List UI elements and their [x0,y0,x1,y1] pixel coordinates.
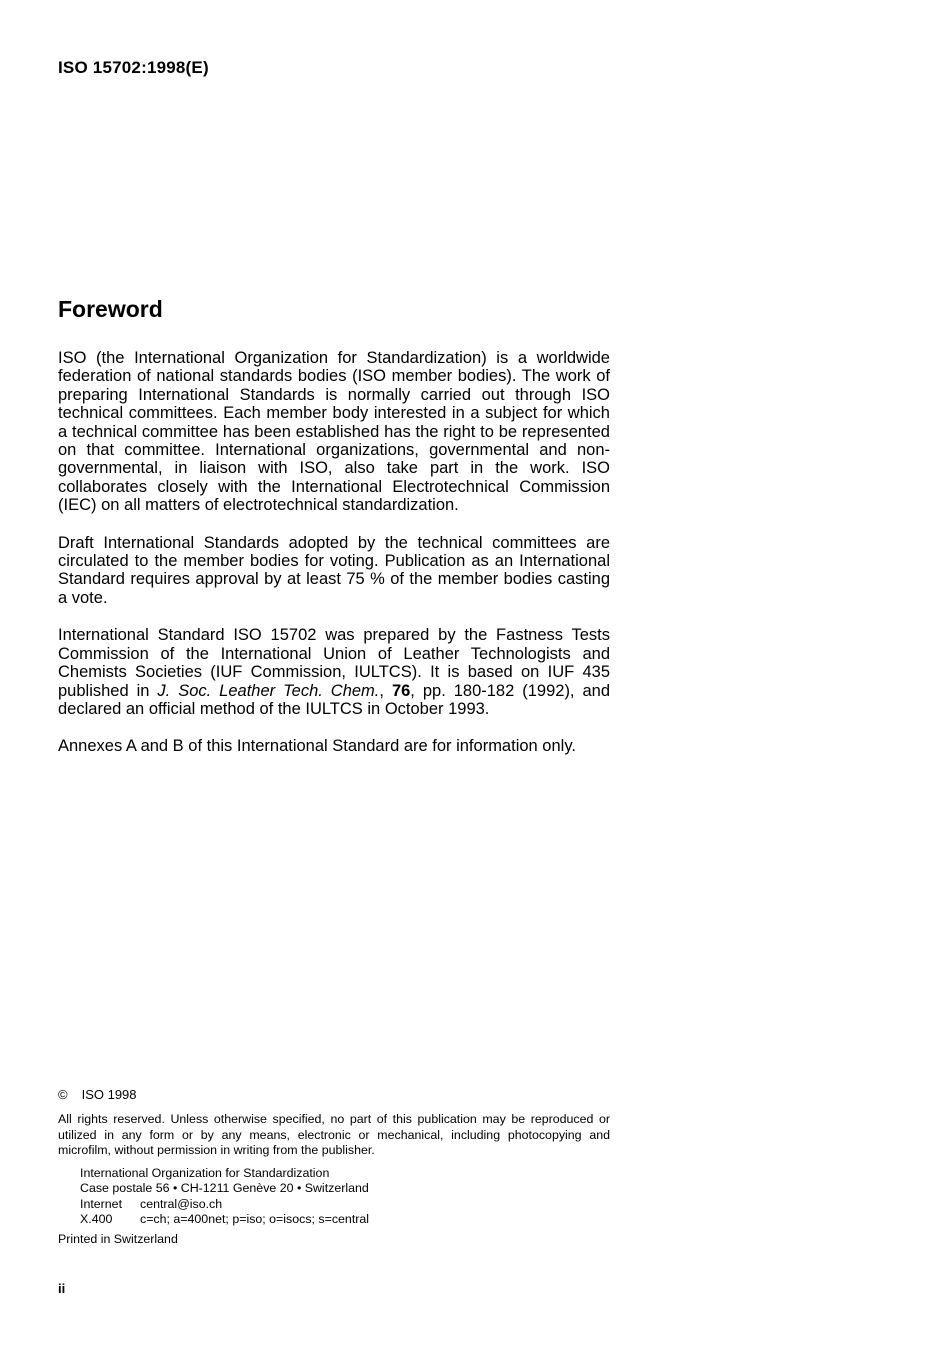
copyright-year: ISO 1998 [81,1087,137,1102]
x400-address-value: c=ch; a=400net; p=iso; o=isocs; s=central [140,1212,370,1226]
foreword-paragraph-2: Draft International Standards adopted by the technical committees are circulated to the member bodies for voting. Publication as an International Standard requires approval by at least 75 % of the member bodies casting a vote. [58,533,610,607]
paragraph-3-text-start: International Standard ISO 15702 was prepared by the Fastness Tests Commission of the International Union of Leather Technologists and Chemists Societies (IUF Commission, IULTCS). It is based on IUF 435 published in [58,626,610,700]
copyright-line [58,1087,610,1102]
x400-label: X.400 [80,1212,113,1226]
printed-in-line: Printed in Switzerland [58,1232,178,1247]
internet-email-value: central@iso.ch [140,1196,223,1211]
paragraph-3-text-end: , pp. 180-182 (1992), and declared an official method of the IULTCS in October 1993. [58,681,611,718]
publisher-name: International Organization for Standardization [80,1165,330,1180]
journal-volume: 76 [391,681,411,700]
publisher-x400-row [80,1212,610,1227]
foreword-paragraph-3 [58,626,610,718]
foreword-paragraph-1: ISO (the International Organization for Standardization) is a worldwide federation of national standards bodies (ISO member bodies). The work of preparing International Standards is normally carried out through ISO technical committees. Each member body interested in a subject for which a technical committee has been established has the right to be represented on that committee. International organizations, governmental and non-governmental, in liaison with ISO, also take part in the work. ISO collaborates closely with the International Electrotechnical Commission (IEC) on all matters of electrotechnical standardization. [58,349,610,515]
rights-reserved-text: All rights reserved. Unless otherwise specified, no part of this publication may be reproduced or utilized in any form or by any means, electronic or mechanical, including photocopying and microfilm, without permission in writing from the publisher. [58,1112,610,1158]
foreword-heading: Foreword [58,296,163,322]
publisher-address-block [80,1166,610,1228]
citation-separator: , [379,681,392,700]
journal-citation: J. Soc. Leather Tech. Chem. [157,681,380,700]
document-reference-header: ISO 15702:1998(E) [58,58,209,77]
foreword-paragraph-4: Annexes A and B of this International Standard are for information only. [58,737,576,756]
copyright-footer [58,1087,610,1259]
internet-label: Internet [80,1196,123,1211]
page-number: ii [58,1281,66,1296]
copyright-symbol: © [58,1087,68,1102]
publisher-internet-row [80,1197,610,1212]
foreword-section [58,296,610,775]
publisher-postal-address: Case postale 56 • CH-1211 Genève 20 • Switzerland [80,1181,369,1196]
